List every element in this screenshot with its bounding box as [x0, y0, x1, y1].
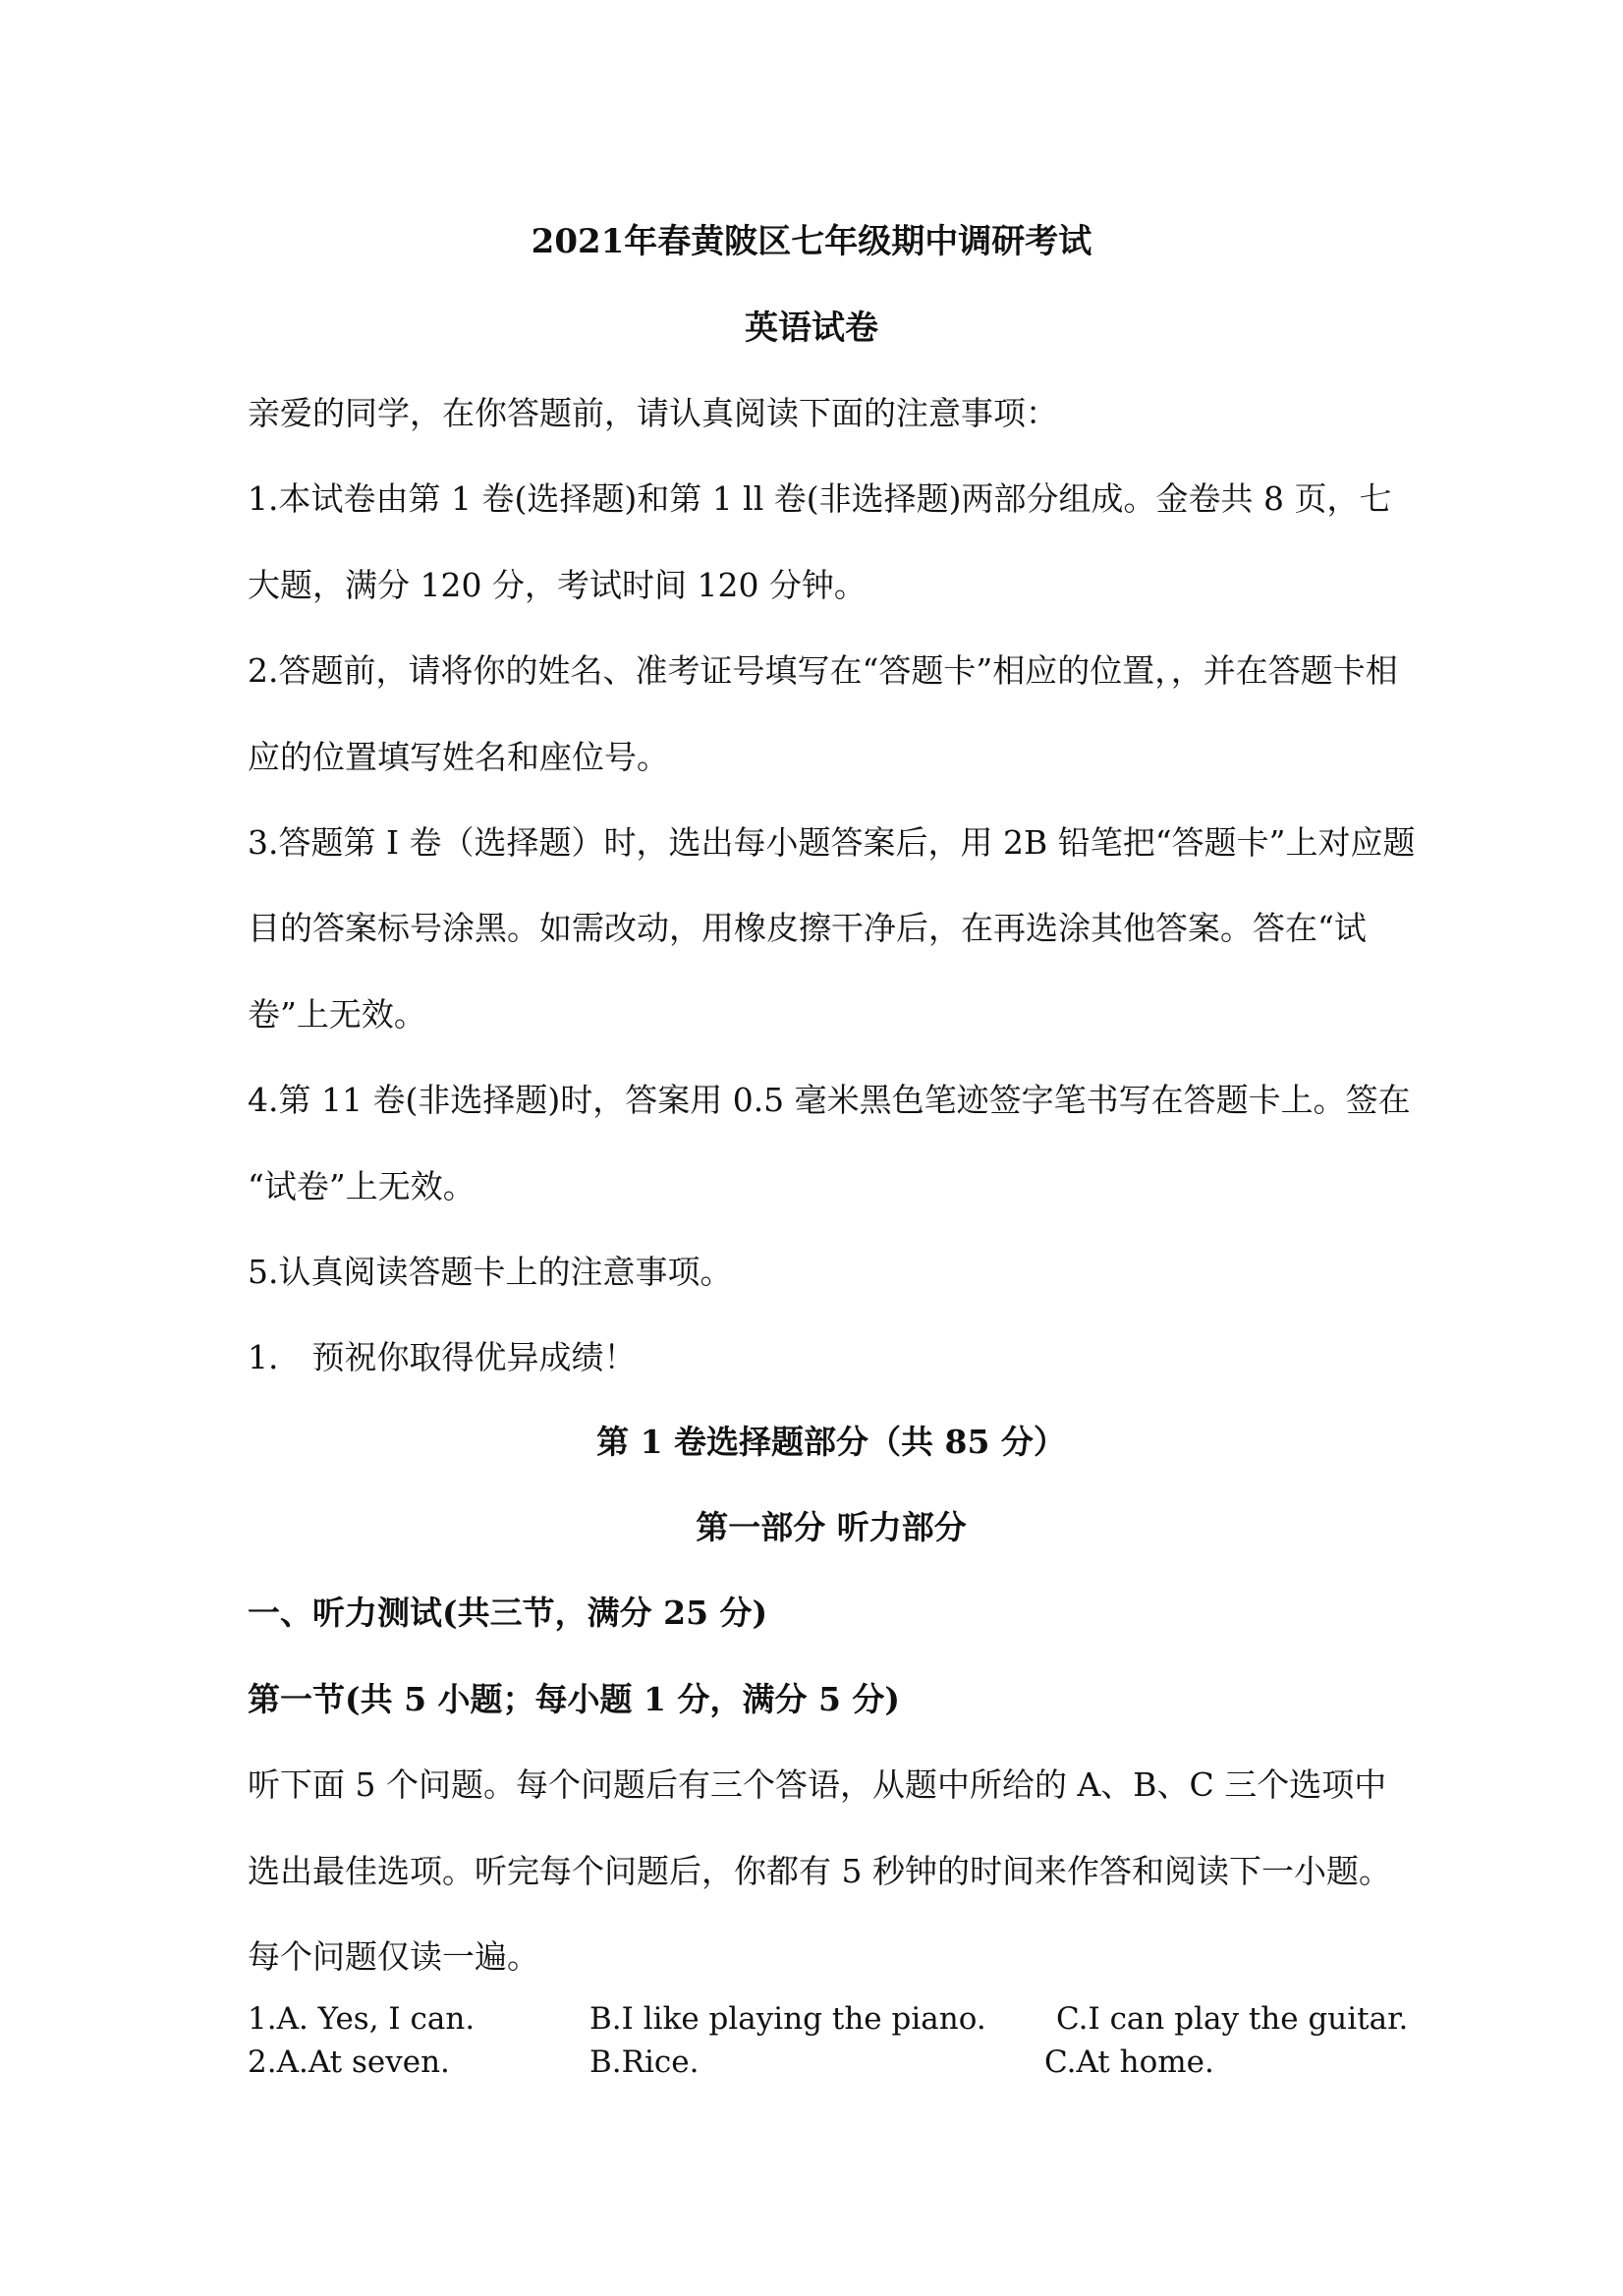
notice-item-3-line-3: 卷”上无效。 — [248, 995, 426, 1034]
notice-item-2-line-2: 应的位置填写姓名和座位号。 — [248, 738, 669, 776]
notice-item-2-line-1: 2.答题前，请将你的姓名、准考证号填写在“答题卡”相应的位置，，并在答题卡相 — [248, 651, 1398, 690]
question-1-option-a: 1.A. Yes, I can. — [248, 2001, 476, 2037]
instructions-line-1: 听下面 5 个问题。每个问题后有三个答语，从题中所给的 A、B、C 三个选项中 — [248, 1765, 1387, 1804]
subsection-heading: 第一节(共 5 小题；每小题 1 分，满分 5 分) — [248, 1680, 901, 1718]
question-2-option-c: C.At home. — [1044, 2044, 1214, 2080]
question-2-option-a: 2.A.At seven. — [248, 2044, 450, 2080]
question-1-option-c: C.I can play the guitar. — [1056, 2001, 1409, 2037]
notice-item-3-line-2: 目的答案标号涂黑。如需改动，用橡皮擦干净后，在再选涂其他答案。答在“试 — [248, 909, 1367, 947]
notice-item-5: 5.认真阅读答题卡上的注意事项。 — [248, 1253, 733, 1291]
notice-item-3-line-1: 3.答题第 I 卷（选择题）时，选出每小题答案后，用 2B 铅笔把“答题卡”上对应题 — [248, 823, 1416, 862]
exam-title: 2021年春黄陂区七年级期中调研考试 — [531, 222, 1092, 261]
notice-intro: 亲爱的同学，在你答题前，请认真阅读下面的注意事项： — [248, 394, 1058, 432]
notice-item-4-line-1: 4.第 11 卷(非选择题)时，答案用 0.5 毫米黑色笔迹签字笔书写在答题卡上。签在 — [248, 1081, 1411, 1119]
part-heading: 第一部分 听力部分 — [696, 1508, 967, 1546]
notice-item-1-line-1: 1.本试卷由第 1 卷(选择题)和第 1 ll 卷(非选择题)两部分组成。金卷共 8 页，七 — [248, 479, 1392, 518]
question-1-option-b: B.I like playing the piano. — [589, 2001, 986, 2037]
instructions-line-2: 选出最佳选项。听完每个问题后，你都有 5 秒钟的时间来作答和阅读下一小题。 — [248, 1852, 1391, 1890]
exam-subtitle: 英语试卷 — [745, 308, 878, 348]
notice-item-4-line-2: “试卷”上无效。 — [248, 1167, 476, 1205]
volume-heading: 第 1 卷选择题部分（共 85 分） — [596, 1423, 1066, 1461]
wish-number: 1. — [248, 1338, 279, 1376]
section-heading: 一、听力测试(共三节，满分 25 分) — [248, 1594, 768, 1632]
notice-wish — [248, 1336, 1387, 1379]
question-2-option-b: B.Rice. — [589, 2044, 700, 2080]
instructions-line-3: 每个问题仅读一遍。 — [248, 1937, 539, 1976]
notice-item-1-line-2: 大题，满分 120 分，考试时间 120 分钟。 — [248, 566, 867, 604]
wish-text: 预祝你取得优异成绩！ — [311, 1338, 637, 1376]
